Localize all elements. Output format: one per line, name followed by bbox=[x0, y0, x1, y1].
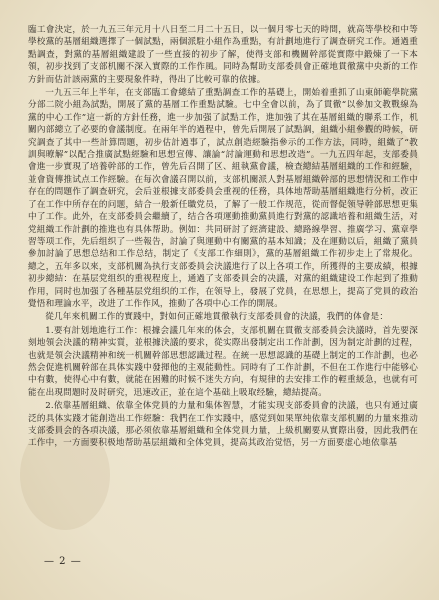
paragraph-2: 一九五三年上半年，在支部臨工會總結了重點調查工作的基礎上，開始着重抓了山東師範學院黨分部二院小組為試點，開展了黨的基層工作重點試驗。七中全會以前，為了貫徹“以參加文教戰線為黨的中心工作”這一新的方針任務，進一步加强了試點工作，進加強了其在基層組織的聯系工作，机關內部總立了必要的會議制度。在兩年半的過程中，曾先后開展了試點調，組織小組參觀的時候，研究調查了其中一些計算問題，初步估計過事了，試点創造經驗指參示的工作方法，同時，組織了“教訓與暸解”以配合推廣試點經驗和思想宣傳、讓論“討論運動和思想改造”。一九五四年起，支部委員會進一步實現了培養幹部的工作，曾先后召開了区、組執黨會議，檢查總結基層組織的工作和經驗，並會資傳推试点工作經驗。在每次會議召開以前，支部机關派人對基層組織幹部的思想情況和工作中存在的問題作了調查研究，会后並根據支部委員会重视的任務，具体地帮助基層組織進行分析，改正了在工作中所存在的问题，結合一般新任職党员，了解了一般工作规范，從而督促领导幹部思想更集中了工作。此外，在支部委員会繼續了，结合各項運動推動黨員進行對黨的認識培養和組織生活，对党組織工作計劃的推進也有具体帮助。例如：共同研討了經濟建設、總路線學習、推廣学习、黨章學習等项工作，先后组织了一些報告，討論了與運動中有關黨的基本知識；及在運動以后，組織了黨員參加討論了思想总结和工作总结，制定了《支部工作細則》，黨的基層組織工作初步走上了常規化。總之，五年多以來，支部机關為执行支部委員会決議進行了以上各項工作，所獲得的主要成績，根據初步總結：在基层党组织的重视程度上，通過了支部委員会的决議，对黨的組織建设工作起到了推動作用，同时也加强了各種基层党组织的工作，在领导上，發展了党員，在思想上，提高了党員的政治覺悟和理論水平，改进了工作作风，推動了各項中心工作的開展。 bbox=[28, 88, 418, 309]
paragraph-1: 臨工會決定，於一九五三年元月十八日至二月二十五日，以一個月零七天的時間，就高等學校和中等學校黨的基層組織選擇了一個試點，兩個派駐小組作為重點，有計劃地進行了調查研究工作。通過重點調查，對黨的基層組織建設了一些直接的初步了解，使得支部和機關幹部從實際中鍛煉了一下本領，初步找到了支部机關不深入實際的工作作風。同時為幫助支部委員會正確地貫徹黨中央新的工作方針而估計該兩黨的主要現象件時，得出了比較可靠的依據。 bbox=[28, 25, 418, 85]
page-number: — 2 — bbox=[44, 556, 82, 567]
paragraph-4: 1.要有計划地進行工作：根據会議几年來的体会，支部机關在貫徹支部委員会決議時，首先要深刻地領会決議的精神实質，並根據決議的要求，從实際出發制定出工作計劃，因为制定計劃的过程，也就是領会決議精神和统一机關幹部思想認識过程。在統一思想認識的基礎上制定的工作計劃，也必然会促進机關幹部在具体实踐中發揮他的主观能動性。同時有了工作計劃，不但在工作進行中能够心中有數，使得心中有數，就能在困難的时候不迷失方向，有規律的去安排工作的輕重緩急，也就有可能在出現問題时及时研究，迅速改正，並在這个基础上吸取经驗，總結提高。 bbox=[28, 325, 418, 398]
paragraph-5: 2.依靠基層組織、依靠全体党員的力量和集体智慧，才能实现支部委員會的決議，也只有通过廣泛的具体实踐才能創造出工作經驗：我們在工作实踐中，感觉到如果單纯依靠支部机關的力量來推动支部委員会的各項决議，那必须依靠基層組織和全体党員力量，上級机關要从實際出發，因此我們在工作中，一方面要积极地帮助基层組織和全体党員，提高其政治觉悟，另一方面要虚心地依靠基 bbox=[28, 401, 418, 449]
body-text bbox=[28, 24, 418, 451]
paragraph-3: 從几年來机關工作的實踐中，對如何正確地貫徹執行支部委員會的決議，我們的体會是： bbox=[45, 312, 389, 323]
